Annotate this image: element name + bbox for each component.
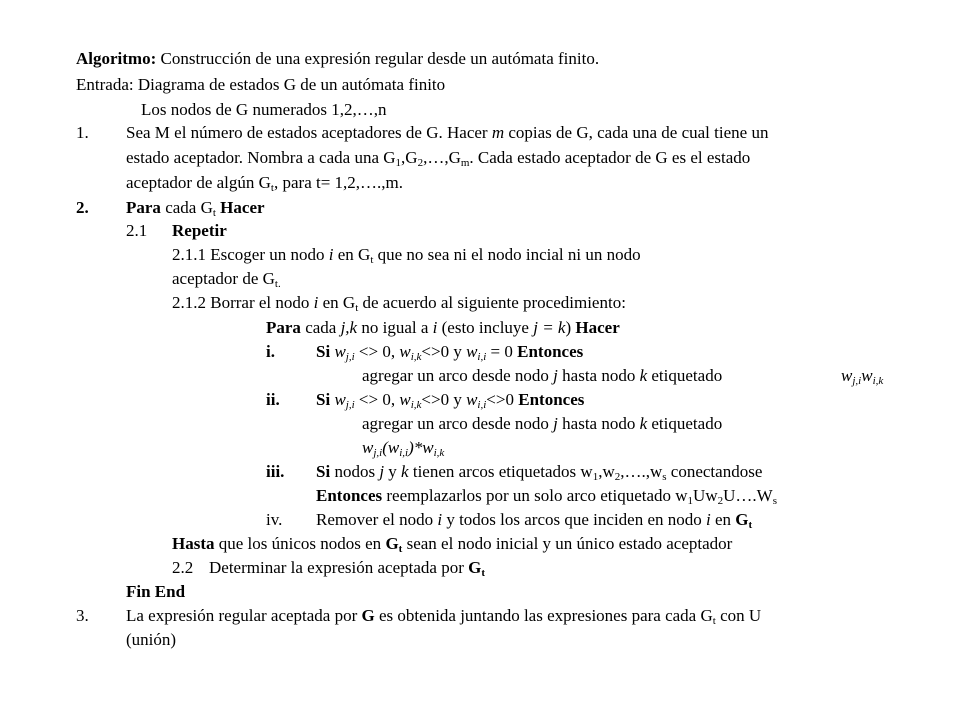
step-2-2-text: Determinar la expresión aceptada por $G_t$ (209, 558, 486, 579)
repeat-keyword: Repetir (172, 221, 227, 240)
case-i-number: i. (266, 342, 275, 361)
case-iv-text: Remover el nodo i y todos los arcos que inciden en nodo i en $G_t$ (316, 510, 753, 531)
for-each-jk: Para cada j,k no igual a i (esto incluye j = k) Hacer (266, 318, 620, 337)
step-2-1-1-line-1: 2.1.1 Escoger un nodo i en $G_t$ que no sea ni el nodo incial ni un nodo (172, 245, 641, 266)
case-ii-condition: Si $w_{j,i} <> 0$, $w_{i,k}<>0$ y $w_{i,i}<>0$ Entonces (316, 390, 585, 411)
step-2-header: Para cada $G_t$ Hacer (126, 198, 265, 219)
step-1-line-3: aceptador de algún $G_t$, para t= 1,2,….,m. (126, 173, 404, 194)
input-line-1: Entrada: Diagrama de estados G de un autómata finito (76, 75, 446, 94)
case-ii-label-expr: $w_{j,i}(w_{i,i})*w_{i,k}$ (362, 438, 445, 459)
case-ii-number: ii. (266, 390, 280, 409)
case-iii-number: iii. (266, 462, 285, 481)
case-iv-number: iv. (266, 510, 283, 529)
title-text: Construcción de una expresión regular desde un autómata finito. (156, 49, 600, 68)
end-keyword: Fin End (126, 582, 186, 601)
case-i-action: agregar un arco desde nodo j hasta nodo k etiquetado (362, 366, 723, 385)
step-2-2-number: 2.2 (172, 558, 194, 577)
title-label: Algoritmo: (76, 49, 157, 68)
until-condition: Hasta que los únicos nodos en $G_t$ sean el nodo inicial y un único estado aceptador (172, 534, 733, 555)
case-ii-action: agregar un arco desde nodo j hasta nodo k etiquetado (362, 414, 723, 433)
step-3-number: 3. (76, 606, 89, 625)
step-1-line-1: Sea M el número de estados aceptadores de G. Hacer m copias de G, cada una de cual tiene un (126, 123, 769, 142)
step-2-1-1-line-2: aceptador de $G_{t.}$ (172, 269, 281, 290)
step-1-number: 1. (76, 123, 89, 142)
input-line-2: Los nodos de G numerados 1,2,…,n (141, 100, 387, 119)
case-iii-action: Entonces reemplazarlos por un solo arco etiquetado $w_1Uw_2U\dots.W_s$ (316, 486, 777, 507)
case-iii-condition: Si nodos j y k tienen arcos etiquetados $w_1,w_2,\dots.,w_s$ conectandose (316, 462, 763, 483)
case-i-condition: Si $w_{j,i} <> 0$, $w_{i,k}<>0$ y $w_{i,i} = 0$ Entonces (316, 342, 584, 363)
step-1-line-2: estado aceptador. Nombra a cada una $G_1,G_2,\dots,G_m$. Cada estado aceptador de G es el estado (126, 148, 751, 169)
step-2-1-2: 2.1.2 Borrar el nodo i en $G_t$ de acuerdo al siguiente procedimiento: (172, 293, 626, 314)
step-2-number: 2. (76, 198, 89, 217)
case-i-label-expr: $w_{j,i}w_{i,k}$ (841, 366, 884, 387)
step-3-line-2: (unión) (126, 630, 177, 649)
step-3-line-1: La expresión regular aceptada por G es obtenida juntando las expresiones para cada $G_t$ con U (126, 606, 762, 627)
algorithm-title (76, 48, 599, 70)
step-2-1-number: 2.1 (126, 221, 148, 240)
